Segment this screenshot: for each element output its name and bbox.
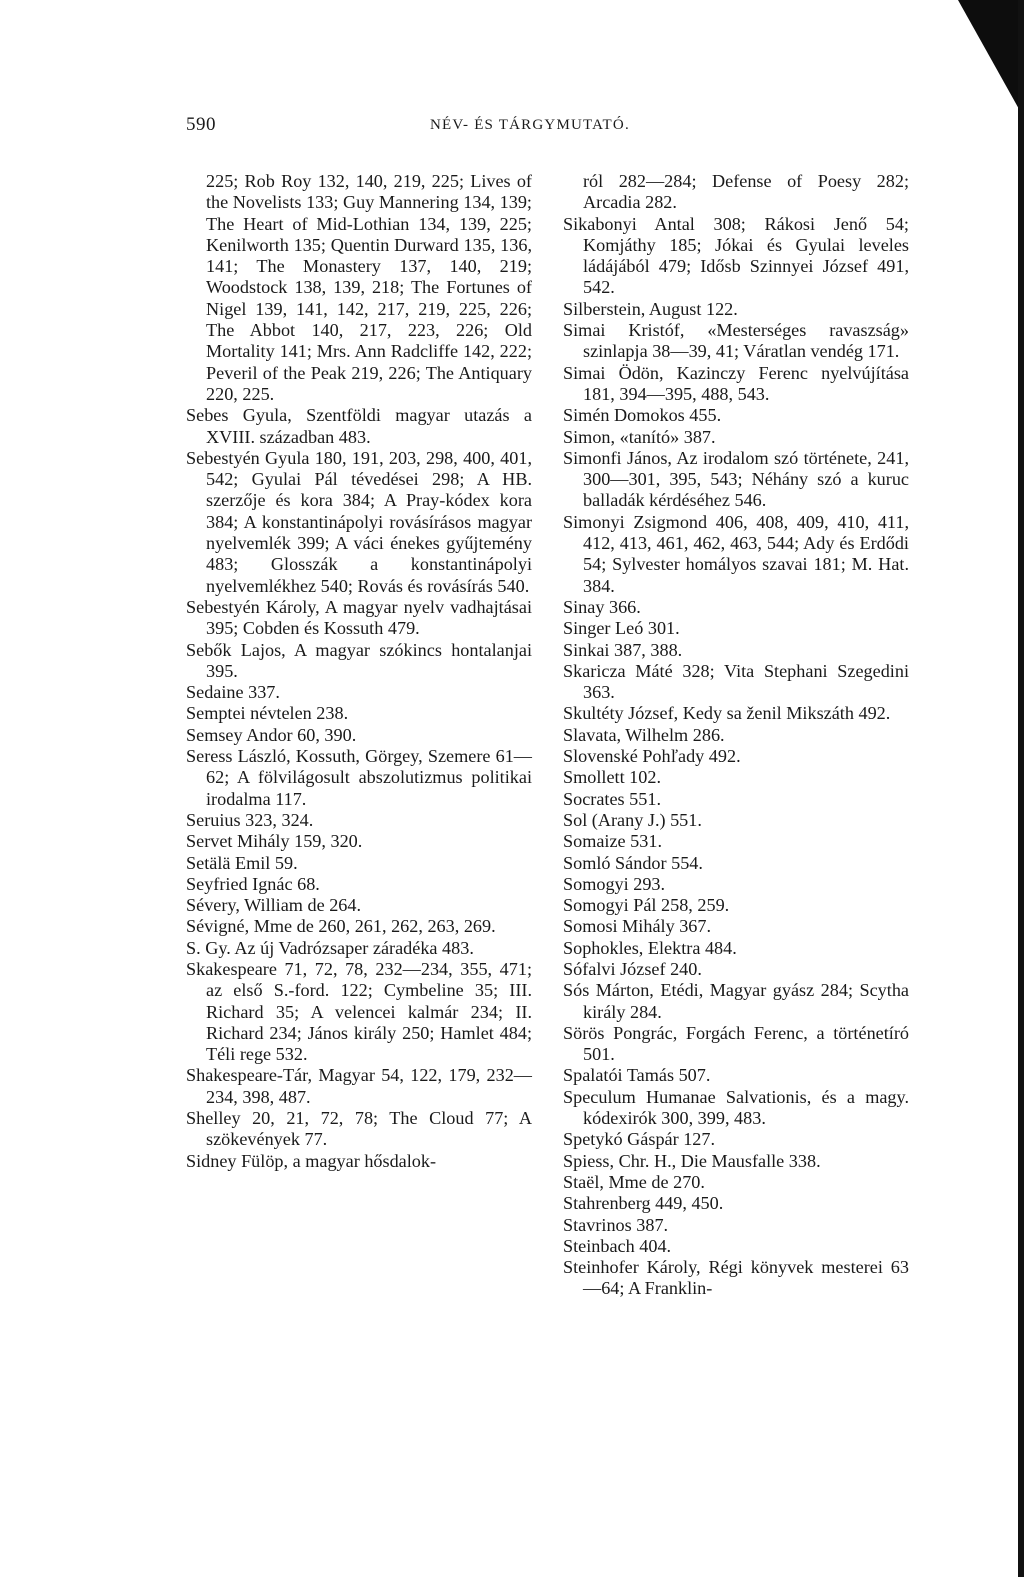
index-entry: Sophokles, Elektra 484.: [563, 937, 737, 958]
index-entry: Simon, «tanító» 387.: [563, 426, 716, 447]
index-entry: Sévery, William de 264.: [186, 895, 362, 916]
index-entry: Somogyi Pál 258, 259.: [563, 895, 730, 916]
page-corner-shadow: [958, 0, 1024, 118]
index-entry: Skaricza Máté 328; Vita Stephani Szegedini 363.: [563, 660, 909, 703]
index-entry: Slovenské Pohľady 492.: [563, 746, 741, 767]
index-entry: Spetykó Gáspár 127.: [563, 1129, 716, 1150]
index-entry: Sebestyén Károly, A magyar nyelv vadhajtásai 395; Cobden és Kossuth 479.: [186, 596, 532, 639]
index-entry: Simai Ödön, Kazinczy Ferenc nyelvújítása 181, 394—395, 488, 543.: [563, 362, 909, 404]
index-entry: Stahrenberg 449, 450.: [563, 1193, 724, 1214]
running-head: NÉV- ÉS TÁRGYMUTATÓ.: [430, 117, 630, 133]
index-entry: Somló Sándor 554.: [563, 852, 703, 873]
index-entry: 225; Rob Roy 132, 140, 219, 225; Lives of the Novelists 133; Guy Mannering 134, 139; The Heart of Mid-Lothian 134, 139, 225; Kenilworth 135; Quentin Durward 135, 136, 141; The Monastery 137, 140, 219; Woodstock 138, 139, 218; The Fortunes of Nigel 139, 141, 142, 217, 219, 225, 226; The Abbot 140, 217, 223, 226; Old Mortality 141; Mrs. Ann Radcliffe 142, 222; Peveril of the Peak 219, 226; The Antiquary 220, 225.: [206, 171, 532, 404]
index-entry: Somaize 531.: [563, 831, 663, 852]
index-entry: Seruius 323, 324.: [186, 809, 314, 830]
index-entry: Singer Leó 301.: [563, 618, 680, 639]
index-column-right: [563, 171, 909, 1300]
index-entry: Spalatói Tamás 507.: [563, 1065, 711, 1086]
index-entry: Stavrinos 387.: [563, 1214, 669, 1235]
index-entry: Sinkai 387, 388.: [563, 639, 683, 660]
index-entry: Skakespeare 71, 72, 78, 232—234, 355, 471; az első S.-ford. 122; Cymbeline 35; III. Richard 35; A velencei kalmár 234; II. Richard 234; János király 250; Hamlet 484; Téli rege 532.: [186, 958, 532, 1065]
index-entry: Sidney Fülöp, a magyar hősdalok-: [186, 1150, 437, 1171]
index-entry: Sörös Pongrác, Forgách Ferenc, a történetíró 501.: [563, 1022, 909, 1065]
index-entry: Steinbach 404.: [563, 1235, 672, 1256]
index-entry: Sebestyén Gyula 180, 191, 203, 298, 400, 401, 542; Gyulai Pál tévedései 298; A HB. szerzője és kora 384; A Pray-kódex kora 384; A konstantinápolyi rovásírásos magyar nyelvemlék 399; A váci énekes gyűjtemény 483; Glosszák a konstantinápolyi nyelvemlékhez 540; Rovás és rovásírás 540.: [186, 447, 532, 596]
index-entry: Seyfried Ignác 68.: [186, 873, 320, 894]
index-entry: Sebők Lajos, A magyar szókincs hontalanjai 395.: [186, 639, 532, 681]
index-entry: Sinay 366.: [563, 596, 641, 617]
index-entry: Speculum Humanae Salvationis, és a magy. kódexirók 300, 399, 483.: [563, 1086, 909, 1129]
index-entry: Sikabonyi Antal 308; Rákosi Jenő 54; Komjáthy 185; Jókai és Gyulai leveles ládájából 479; Idősb Szinnyei József 491, 542.: [563, 213, 909, 298]
index-entry: Semsey Andor 60, 390.: [186, 724, 357, 745]
index-entry: Sebes Gyula, Szentföldi magyar utazás a XVIII. században 483.: [186, 405, 532, 447]
index-entry: Smollett 102.: [563, 767, 662, 788]
index-entry: Simén Domokos 455.: [563, 405, 722, 426]
index-entry: Sedaine 337.: [186, 682, 280, 703]
index-entry: ról 282—284; Defense of Poesy 282; Arcadia 282.: [583, 171, 909, 213]
index-entry: Slavata, Wilhelm 286.: [563, 724, 725, 745]
index-entry: Sévigné, Mme de 260, 261, 262, 263, 269.: [186, 916, 496, 937]
index-entry: Somogyi 293.: [563, 873, 666, 894]
index-entry: Staël, Mme de 270.: [563, 1171, 705, 1192]
index-entry: Servet Mihály 159, 320.: [186, 831, 363, 852]
index-entry: Simai Kristóf, «Mesterséges ravaszság» szinlapja 38—39, 41; Váratlan vendég 171.: [563, 320, 909, 362]
index-entry: Steinhofer Károly, Régi könyvek mesterei 63—64; A Franklin-: [563, 1257, 909, 1299]
index-column-left: [186, 171, 532, 1172]
index-entry: Sófalvi József 240.: [563, 958, 702, 979]
index-entry: Simonyi Zsigmond 406, 408, 409, 410, 411, 412, 413, 461, 462, 463, 544; Ady és Erdődi 54; Sylvester homályos szavai 181; M. Hat. 384.: [563, 511, 909, 596]
index-entry: Sós Márton, Etédi, Magyar gyász 284; Scytha király 284.: [563, 980, 909, 1022]
page-edge-shadow: [1018, 0, 1024, 1577]
index-entry: Sol (Arany J.) 551.: [563, 809, 702, 830]
index-entry: Semptei névtelen 238.: [186, 703, 349, 724]
index-entry: Socrates 551.: [563, 788, 661, 809]
index-entry: Shelley 20, 21, 72, 78; The Cloud 77; A szökevények 77.: [186, 1108, 532, 1150]
index-entry: Skultéty József, Kedy sa ženil Mikszáth 492.: [563, 703, 891, 724]
index-entry: Setälä Emil 59.: [186, 852, 298, 873]
index-entry: Shakespeare-Tár, Magyar 54, 122, 179, 232—234, 398, 487.: [186, 1065, 532, 1107]
index-entry: Simonfi János, Az irodalom szó története, 241, 300—301, 395, 543; Néhány szó a kuruc balladák kérdéséhez 546.: [563, 447, 909, 511]
index-entry: S. Gy. Az új Vadrózsaper záradéka 483.: [186, 937, 474, 958]
page-number: 590: [186, 114, 216, 135]
index-entry: Seress László, Kossuth, Görgey, Szemere 61—62; A fölvilágosult abszolutizmus politikai irodalma 117.: [186, 746, 532, 809]
index-entry: Somosi Mihály 367.: [563, 916, 712, 937]
index-entry: Spiess, Chr. H., Die Mausfalle 338.: [563, 1150, 821, 1171]
index-entry: Silberstein, August 122.: [563, 298, 738, 319]
